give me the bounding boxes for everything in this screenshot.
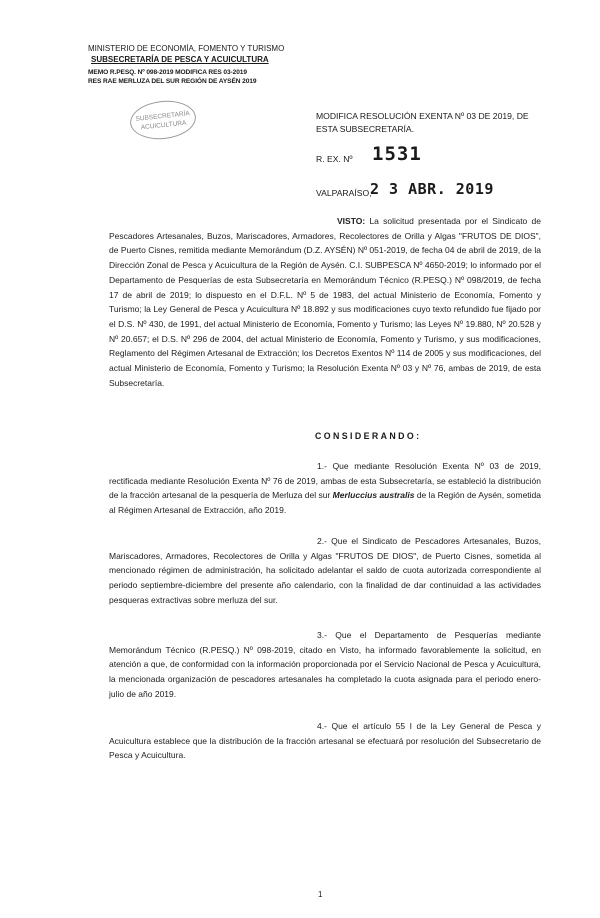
reference-line-1: MODIFICA RESOLUCIÓN EXENTA Nº 03 DE 2019, DE [316,111,529,121]
item-number: 2.- [317,536,327,546]
ministry-name: MINISTERIO DE ECONOMÍA, FOMENTO Y TURISMO [88,44,285,53]
visto-text: La solicitud presentada por el Sindicato de Pescadores Artesanales, Buzos, Mariscadores, Armadores, Recolectores de Orilla y Algas "FRUTOS DE DIOS", de Puerto Cisnes, remitida mediante Memorándum (D.Z. AYSÉN) Nº 051-2019, de fecha 04 de abril de 2019, de la Dirección Zonal de Pesca y Acuicultura de la Región de Aysén. C.I. SUBPESCA Nº 4650-2019; lo informado por el Departamento de Pesquerías de esta Subsecretaría en Memorándum Técnico (R.PESQ.) Nº 098/2019, de fecha 17 de abril de 2019; lo dispuesto en el D.F.L. Nº 5 de 1983, del actual Ministerio de Economía, Fomento y Turismo; la Ley General de Pesca y Acuicultura Nº 18.892 y sus modificaciones cuyo texto refundido fue fijado por el D.S. Nº 430, de 1991, del actual Ministerio de Economía, Fomento y Turismo; las Leyes Nº 19.880, Nº 20.528 y Nº 20.657; el D.S. Nº 296 de 2004, del actual Ministerio de Economía, Fomento y Turismo, y sus modificaciones, Reglamento del Régimen Artesanal de Extracción; los Decretos Exentos Nº 114 de 2005 y sus modificaciones, del actual Ministerio de Economía, Fomento y Turismo; la Resolución Exenta Nº 03 y Nº 76, ambas de 2019, de esta Subsecretaría. [109,216,541,388]
considerando-title: CONSIDERANDO: [315,431,422,441]
species-name: Merluccius australis [332,490,415,501]
date-label: VALPARAÍSO, [316,188,372,198]
visto-label: VISTO: [337,216,366,226]
date-value: 2 3 ABR. 2019 [370,180,494,198]
item-number: 3.- [317,630,327,640]
visto-paragraph [109,214,541,390]
item-text: Que el artículo 55 I de la Ley General de Pesca y Acuicultura establece que la distribución de la fracción artesanal se efectuará por resolución del Subsecretario de Pesca y Acuicultura. [109,721,541,761]
item-text: Que el Departamento de Pesquerías mediante Memorándum Técnico (R.PESQ.) Nº 098-2019, citado en Visto, ha informado favorablemente la solicitud, en atención a que, de conformidad con la información proporcionada por el Servicio Nacional de Pesca y Acuicultura, la mencionada organización de pescadores artesanales ha completado la cuota asignada para el periodo enero-julio de año 2019. [109,630,541,699]
stamp-line-2: ACUICULTURA [140,119,187,132]
item-number: 1.- [317,461,327,471]
item-text: Que mediante Resolución Exenta Nº 03 de 2019, rectificada mediante Resolución Exenta Nº 76 de 2019, ambas de esta Subsecretaría, se estableció la distribución de la fracción artesanal de la pesquería de Merluza del sur [109,461,541,501]
item-text-end: de la Región de Aysén, sometida al Régimen Artesanal de Extracción, año 2019. [109,490,542,516]
rex-number: 1531 [372,143,422,165]
memo-reference: MEMO R.PESQ. Nº 098-2019 MODIFICA RES 03-2019 [88,69,247,76]
page-number: 1 [318,890,323,899]
considerando-item-3 [109,628,541,702]
subsecretaria-name: SUBSECRETARÍA DE PESCA Y ACUICULTURA [91,55,269,64]
considerando-item-4 [109,719,541,763]
rex-label: R. EX. Nº [316,154,353,164]
considerando-item-1 [109,459,541,518]
item-text: Que el Sindicato de Pescadores Artesanales, Buzos, Mariscadores, Armadores, Recolectores de Orilla y Algas "FRUTOS DE DIOS", de Puerto Cisnes, sometida al mencionado régimen de administración, ha solicitado adelantar el saldo de cuota autorizada correspondiente al periodo septiembre-diciembre del presente año calendario, con la finalidad de dar continuidad a las actividades pesqueras extractivas sobre merluza del sur. [109,536,541,605]
reference-line-2: ESTA SUBSECRETARÍA. [316,124,415,134]
stamp-line-1: SUBSECRETARÍA [135,110,191,123]
considerando-item-2 [109,534,541,608]
res-reference: RES RAE MERLUZA DEL SUR REGIÓN DE AYSÉN 2019 [88,78,257,85]
official-stamp [128,98,198,143]
item-number: 4.- [317,721,327,731]
